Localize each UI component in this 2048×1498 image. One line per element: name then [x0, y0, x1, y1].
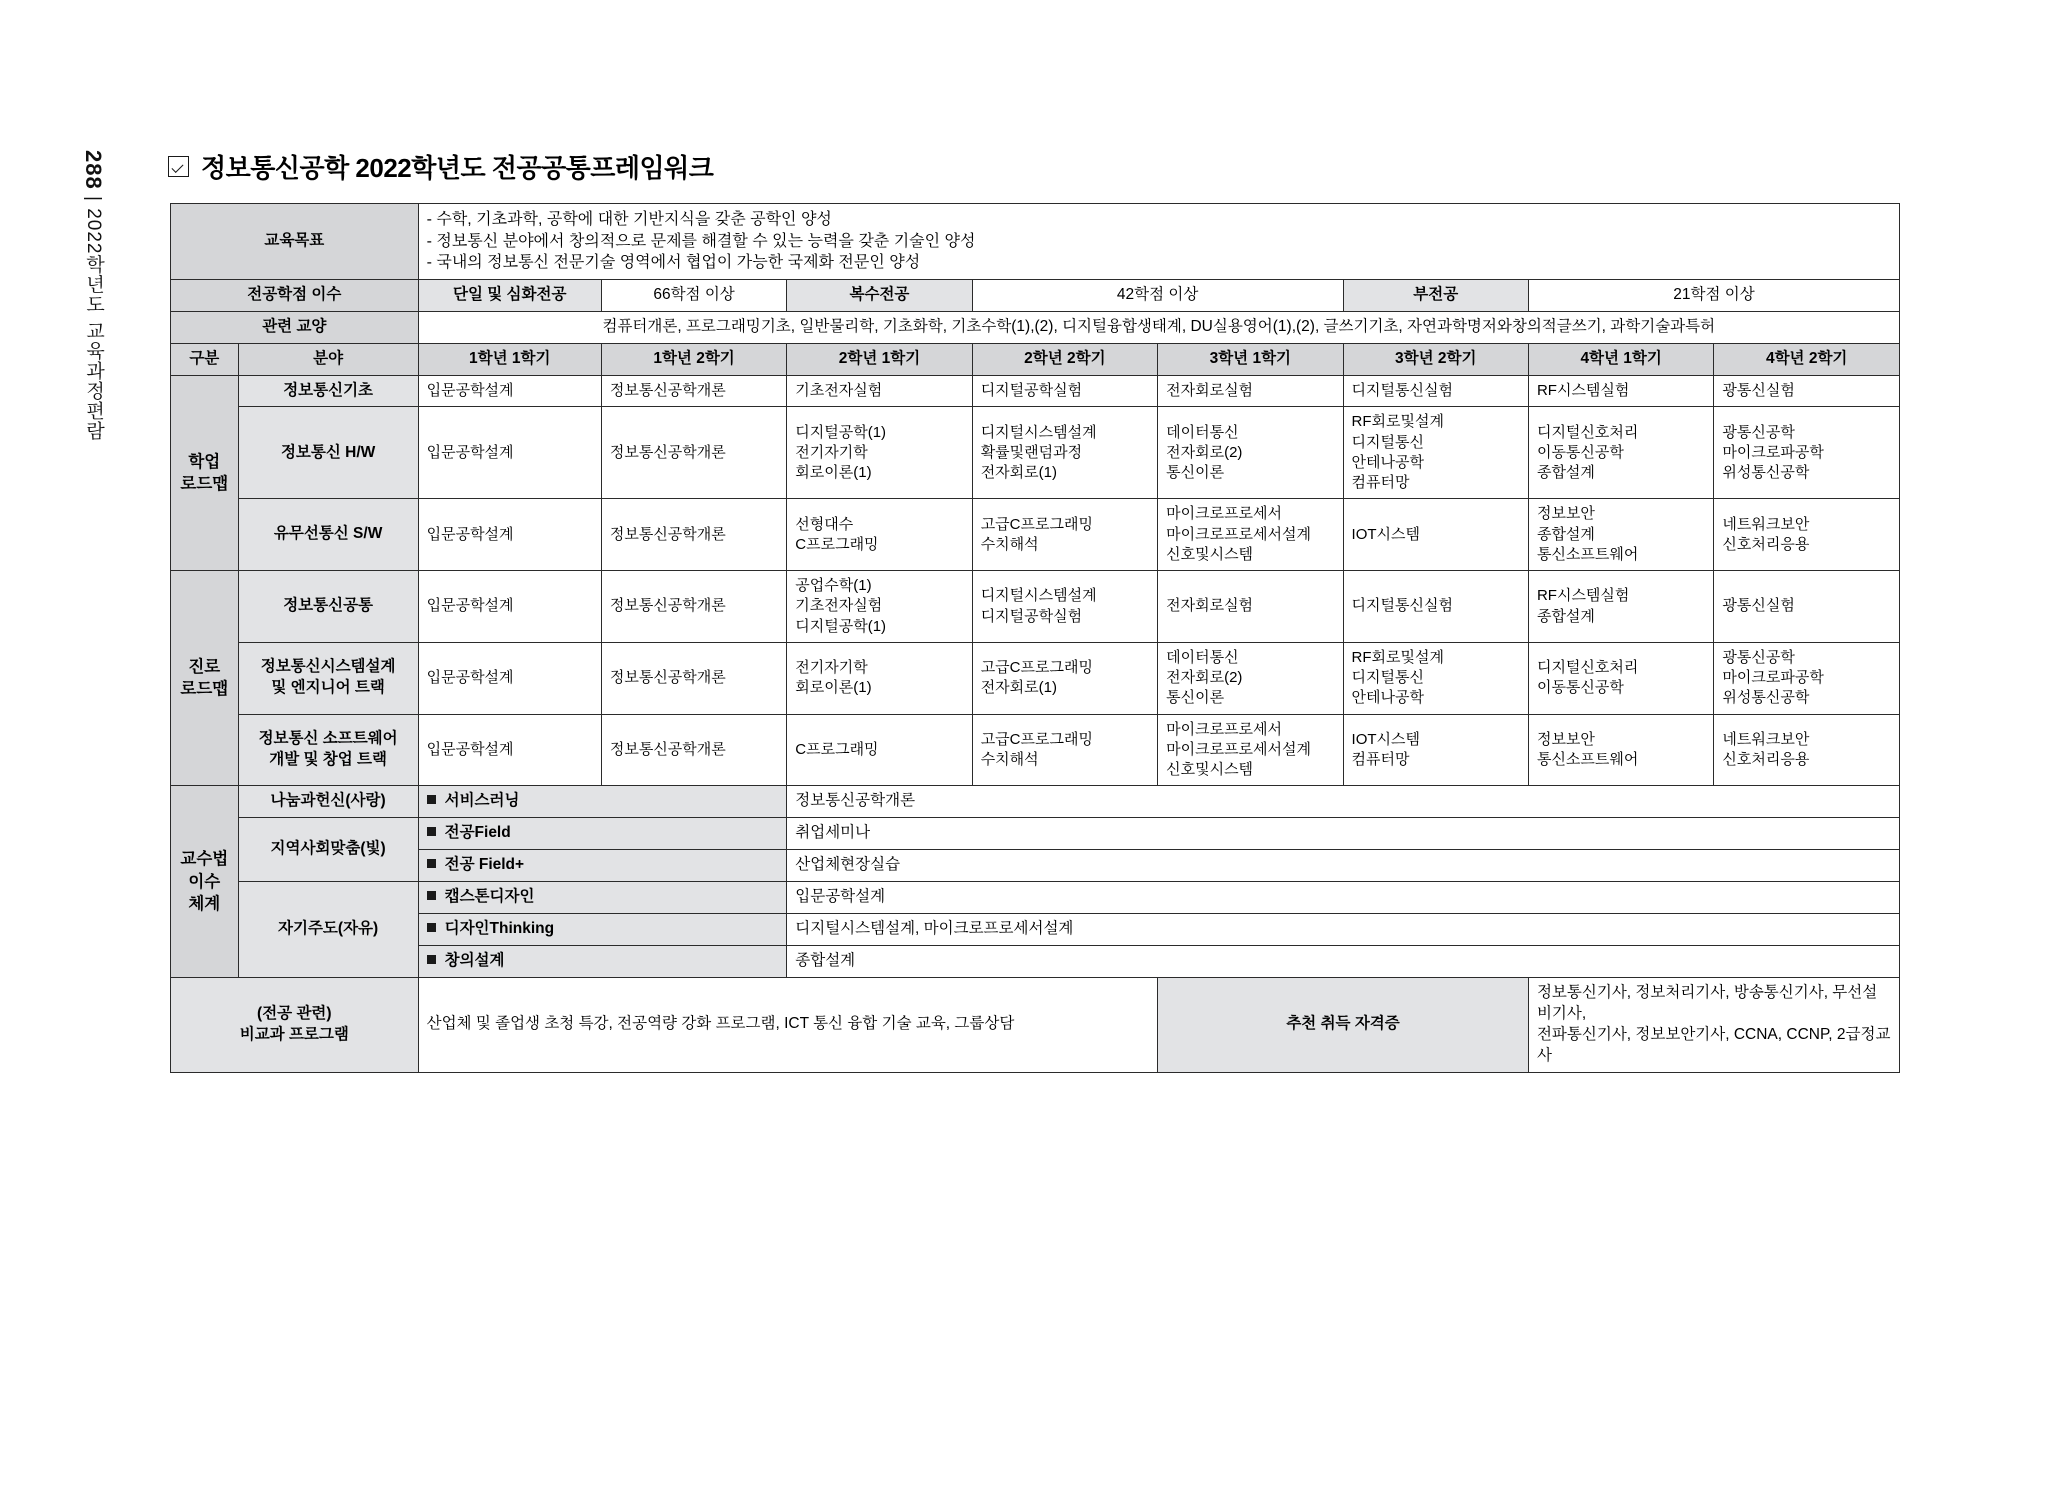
teaching-row — [171, 786, 1900, 818]
course-cell — [1343, 571, 1528, 643]
course-item: 전자회로(1) — [980, 679, 1057, 697]
course-item: 컴퓨터망 — [1351, 751, 1410, 769]
page-title-text: 정보통신공학 2022학년도 전공공통프레임워크 — [201, 153, 714, 183]
course-item: 입문공학설계 — [426, 443, 514, 461]
framework-table — [170, 203, 1900, 1073]
certification-list — [1528, 978, 1899, 1073]
course-item: IOT시스템 — [1351, 525, 1420, 543]
course-item: 컴퓨터망 — [1351, 474, 1410, 492]
course-item: 광통신실험 — [1722, 597, 1795, 615]
course-cell — [1714, 375, 1900, 407]
course-cell — [1343, 714, 1528, 786]
course-cell — [418, 714, 601, 786]
teaching-program-label: 디자인Thinking — [444, 920, 555, 938]
teaching-group-label: 자기주도(자유) — [238, 882, 418, 978]
teaching-program-label: 서비스러닝 — [444, 792, 520, 810]
course-item: 정보보안 — [1536, 505, 1595, 523]
header-term-8: 4학년 2학기 — [1714, 343, 1900, 375]
course-cell — [1714, 407, 1900, 499]
credits-value-2: 21학점 이상 — [1528, 279, 1899, 311]
field-label: 정보통신시스템설계 및 엔지니어 트랙 — [238, 642, 418, 714]
course-item: 선형대수 — [795, 515, 854, 533]
objective-line-2: - 정보통신 분야에서 창의적으로 문제를 해결할 수 있는 능력을 갖춘 기술인 양성 — [426, 232, 976, 250]
course-cell — [1158, 642, 1343, 714]
course-item: 디지털시스템설계 — [980, 423, 1097, 441]
page-number: 288 — [81, 150, 106, 190]
course-item: 입문공학설계 — [426, 381, 514, 399]
academic-roadmap-label: 학업 로드맵 — [171, 375, 239, 571]
course-cell — [418, 571, 601, 643]
course-item: 통신소프트웨어 — [1536, 751, 1639, 769]
course-cell — [1158, 714, 1343, 786]
course-cell — [601, 714, 786, 786]
credits-value-1: 42학점 이상 — [972, 279, 1343, 311]
course-item: 마이크로프로세서설계 — [1166, 525, 1312, 543]
course-item: 디지털통신 — [1351, 433, 1424, 451]
course-item: 전자회로실험 — [1166, 597, 1254, 615]
course-cell — [1158, 375, 1343, 407]
course-cell — [787, 571, 972, 643]
course-cell — [1158, 407, 1343, 499]
teaching-row — [171, 914, 1900, 946]
course-item: 마이크로프로세서설계 — [1166, 740, 1312, 758]
teaching-group-label: 지역사회맞춤(빛) — [238, 818, 418, 882]
course-item: 전자회로(1) — [980, 464, 1057, 482]
course-item: C프로그래밍 — [795, 740, 879, 758]
course-item: 마이크로파공학 — [1722, 443, 1824, 461]
teaching-program — [418, 946, 787, 978]
course-item: 종합설계 — [1536, 464, 1595, 482]
teaching-group-label: 나눔과헌신(사랑) — [238, 786, 418, 818]
course-cell — [418, 375, 601, 407]
course-item: 디지털시스템설계 — [980, 587, 1097, 605]
field-label: 정보통신공통 — [238, 571, 418, 643]
liberal-row — [171, 311, 1900, 343]
course-cell — [787, 375, 972, 407]
course-item: 디지털신호처리 — [1536, 659, 1639, 677]
course-cell — [1528, 571, 1713, 643]
course-item: 신호처리응용 — [1722, 751, 1810, 769]
teaching-course: 디지털시스템설계, 마이크로프로세서설계 — [787, 914, 1900, 946]
course-item: 광통신공학 — [1722, 648, 1795, 666]
credits-value-0: 66학점 이상 — [601, 279, 786, 311]
course-item: 정보통신공학개론 — [609, 669, 726, 687]
course-item: 안테나공학 — [1351, 689, 1424, 707]
course-cell — [418, 407, 601, 499]
table-row — [171, 375, 1900, 407]
course-cell — [1528, 375, 1713, 407]
course-item: 신호및시스템 — [1166, 545, 1254, 563]
course-cell — [1528, 407, 1713, 499]
course-item: 네트워크보안 — [1722, 515, 1810, 533]
course-cell — [1158, 571, 1343, 643]
course-item: 디지털공학실험 — [980, 381, 1083, 399]
course-item: 이동통신공학 — [1536, 679, 1624, 697]
teaching-program — [418, 786, 787, 818]
checkbox-checked-icon — [168, 156, 189, 177]
course-item: 정보통신공학개론 — [609, 381, 726, 399]
course-item: 전자회로(2) — [1166, 443, 1243, 461]
bullet-square-icon — [427, 923, 436, 932]
certification-label: 추천 취득 자격증 — [1158, 978, 1529, 1073]
course-item: 마이크로파공학 — [1722, 669, 1824, 687]
credits-name-0: 단일 및 심화전공 — [418, 279, 601, 311]
course-item: 전자회로실험 — [1166, 381, 1254, 399]
course-cell — [1528, 714, 1713, 786]
course-cell — [601, 642, 786, 714]
course-cell — [601, 375, 786, 407]
course-item: 디지털통신 — [1351, 669, 1424, 687]
course-item: C프로그래밍 — [795, 535, 879, 553]
course-cell — [1343, 375, 1528, 407]
teaching-course: 종합설계 — [787, 946, 1900, 978]
course-cell — [972, 407, 1157, 499]
course-cell — [418, 499, 601, 571]
objective-line-3: - 국내의 정보통신 전문기술 영역에서 협업이 가능한 국제화 전문인 양성 — [426, 254, 921, 272]
course-item: 안테나공학 — [1351, 453, 1424, 471]
table-row — [171, 499, 1900, 571]
course-item: 확률및랜덤과정 — [980, 443, 1083, 461]
teaching-row — [171, 882, 1900, 914]
course-cell — [601, 407, 786, 499]
course-item: 수치해석 — [980, 535, 1039, 553]
course-item: 회로이론(1) — [795, 464, 872, 482]
career-roadmap-label: 진로 로드맵 — [171, 571, 239, 786]
course-cell — [1528, 499, 1713, 571]
course-item: 공업수학(1) — [795, 577, 872, 595]
course-item: 정보통신공학개론 — [609, 597, 726, 615]
course-cell — [787, 407, 972, 499]
teaching-program — [418, 882, 787, 914]
teaching-course: 취업세미나 — [787, 818, 1900, 850]
course-item: 신호처리응용 — [1722, 535, 1810, 553]
course-cell — [418, 642, 601, 714]
course-item: RF시스템실험 — [1536, 381, 1630, 399]
header-term-7: 4학년 1학기 — [1528, 343, 1713, 375]
header-term-3: 2학년 1학기 — [787, 343, 972, 375]
field-label: 정보통신기초 — [238, 375, 418, 407]
course-item: 디지털신호처리 — [1536, 423, 1639, 441]
course-cell — [1714, 714, 1900, 786]
bullet-square-icon — [427, 891, 436, 900]
course-item: 기초전자실험 — [795, 381, 883, 399]
course-item: 디지털공학(1) — [795, 617, 887, 635]
course-item: 정보보안 — [1536, 730, 1595, 748]
extracurricular-programs: 산업체 및 졸업생 초청 특강, 전공역량 강화 프로그램, ICT 통신 융합 기술 교육, 그룹상담 — [418, 978, 1158, 1073]
certification-line: 정보통신기사, 정보처리기사, 방송통신기사, 무선설비기사, — [1536, 984, 1878, 1022]
course-cell — [972, 375, 1157, 407]
course-item: 정보통신공학개론 — [609, 740, 726, 758]
teaching-program — [418, 914, 787, 946]
course-item: RF시스템실험 — [1536, 587, 1630, 605]
course-item: 위성통신공학 — [1722, 464, 1810, 482]
course-item: 정보통신공학개론 — [609, 525, 726, 543]
header-term-5: 3학년 1학기 — [1158, 343, 1343, 375]
course-item: 광통신실험 — [1722, 381, 1795, 399]
course-cell — [787, 642, 972, 714]
teaching-row — [171, 818, 1900, 850]
course-cell — [787, 499, 972, 571]
course-item: 디지털통신실험 — [1351, 381, 1453, 399]
course-item: 디지털공학실험 — [980, 607, 1083, 625]
course-cell — [972, 571, 1157, 643]
header-division: 구분 — [171, 343, 239, 375]
side-label-text: 2022학년도 교육과정편람 — [83, 208, 104, 441]
course-cell — [1343, 407, 1528, 499]
credits-label: 전공학점 이수 — [171, 279, 419, 311]
course-item: 마이크로프로세서 — [1166, 505, 1283, 523]
course-cell — [1158, 499, 1343, 571]
term-header-row — [171, 343, 1900, 375]
course-item: 디지털공학(1) — [795, 423, 887, 441]
objectives-label: 교육목표 — [171, 204, 419, 280]
objectives-row — [171, 204, 1900, 280]
course-item: 네트워크보안 — [1722, 730, 1810, 748]
certification-line: 전파통신기사, 정보보안기사, CCNA, CCNP, 2급정교사 — [1536, 1025, 1891, 1064]
liberal-label: 관련 교양 — [171, 311, 419, 343]
extracurricular-label: (전공 관련) 비교과 프로그램 — [171, 978, 419, 1073]
teaching-row — [171, 946, 1900, 978]
credits-name-1: 복수전공 — [787, 279, 972, 311]
course-item: 마이크로프로세서 — [1166, 720, 1283, 738]
objectives-value — [418, 204, 1899, 280]
header-term-4: 2학년 2학기 — [972, 343, 1157, 375]
course-cell — [1343, 499, 1528, 571]
course-item: 신호및시스템 — [1166, 761, 1254, 779]
course-cell — [1528, 642, 1713, 714]
teaching-program-label: 전공 Field+ — [444, 856, 525, 874]
course-item: 광통신공학 — [1722, 423, 1795, 441]
course-cell — [601, 571, 786, 643]
teaching-course: 정보통신공학개론 — [787, 786, 1900, 818]
table-row — [171, 407, 1900, 499]
course-cell — [601, 499, 786, 571]
course-cell — [787, 714, 972, 786]
course-item: 통신소프트웨어 — [1536, 545, 1639, 563]
bullet-square-icon — [427, 827, 436, 836]
teaching-program-label: 전공Field — [444, 824, 511, 842]
course-item: 전기자기학 — [795, 443, 868, 461]
bullet-square-icon — [427, 859, 436, 868]
bullet-square-icon — [427, 955, 436, 964]
course-item: 입문공학설계 — [426, 597, 514, 615]
course-item: 고급C프로그래밍 — [980, 515, 1093, 533]
course-item: 이동통신공학 — [1536, 443, 1624, 461]
bullet-square-icon — [427, 795, 436, 804]
course-cell — [972, 499, 1157, 571]
course-item: IOT시스템 — [1351, 730, 1420, 748]
teaching-program-label: 창의설계 — [444, 952, 505, 970]
page-title — [168, 148, 713, 185]
course-item: 입문공학설계 — [426, 740, 514, 758]
course-item: 기초전자실험 — [795, 597, 883, 615]
page-side-label — [74, 150, 114, 610]
teaching-program-label: 캡스톤디자인 — [444, 888, 535, 906]
side-label-separator: | — [83, 196, 104, 202]
extracurricular-row — [171, 978, 1900, 1073]
course-item: 데이터통신 — [1166, 423, 1239, 441]
course-item: 고급C프로그래밍 — [980, 659, 1093, 677]
course-item: 데이터통신 — [1166, 648, 1239, 666]
teaching-program — [418, 818, 787, 850]
field-label: 정보통신 H/W — [238, 407, 418, 499]
credits-name-2: 부전공 — [1343, 279, 1528, 311]
objective-line-1: - 수학, 기초과학, 공학에 대한 기반지식을 갖춘 공학인 양성 — [426, 211, 832, 228]
course-cell — [1714, 571, 1900, 643]
teaching-system-label: 교수법 이수 체계 — [171, 786, 239, 978]
field-label: 정보통신 소프트웨어 개발 및 창업 트랙 — [238, 714, 418, 786]
field-label: 유무선통신 S/W — [238, 499, 418, 571]
course-item: RF회로및설계 — [1351, 648, 1444, 666]
teaching-course: 산업체현장실습 — [787, 850, 1900, 882]
course-item: 수치해석 — [980, 751, 1039, 769]
liberal-value: 컴퓨터개론, 프로그래밍기초, 일반물리학, 기초화학, 기초수학(1),(2), 디지털융합생태계, DU실용영어(1),(2), 글쓰기기초, 자연과학명저와창의적글쓰기, 과학기술과특허 — [418, 311, 1899, 343]
course-item: 입문공학설계 — [426, 525, 514, 543]
course-cell — [972, 642, 1157, 714]
header-term-6: 3학년 2학기 — [1343, 343, 1528, 375]
course-cell — [1343, 642, 1528, 714]
course-cell — [1714, 642, 1900, 714]
course-cell — [1714, 499, 1900, 571]
table-row — [171, 642, 1900, 714]
header-field: 분야 — [238, 343, 418, 375]
header-term-1: 1학년 1학기 — [418, 343, 601, 375]
teaching-row — [171, 850, 1900, 882]
course-item: 통신이론 — [1166, 464, 1225, 482]
course-item: RF회로및설계 — [1351, 413, 1444, 431]
teaching-course: 입문공학설계 — [787, 882, 1900, 914]
course-item: 디지털통신실험 — [1351, 597, 1453, 615]
course-item: 통신이론 — [1166, 689, 1225, 707]
course-item: 종합설계 — [1536, 525, 1595, 543]
teaching-program — [418, 850, 787, 882]
course-item: 고급C프로그래밍 — [980, 730, 1093, 748]
course-item: 위성통신공학 — [1722, 689, 1810, 707]
table-row — [171, 714, 1900, 786]
course-cell — [972, 714, 1157, 786]
table-row — [171, 571, 1900, 643]
course-item: 종합설계 — [1536, 607, 1595, 625]
course-item: 전기자기학 — [795, 659, 868, 677]
credits-row — [171, 279, 1900, 311]
course-item: 입문공학설계 — [426, 669, 514, 687]
course-item: 전자회로(2) — [1166, 669, 1243, 687]
course-item: 정보통신공학개론 — [609, 443, 726, 461]
header-term-2: 1학년 2학기 — [601, 343, 786, 375]
course-item: 회로이론(1) — [795, 679, 872, 697]
